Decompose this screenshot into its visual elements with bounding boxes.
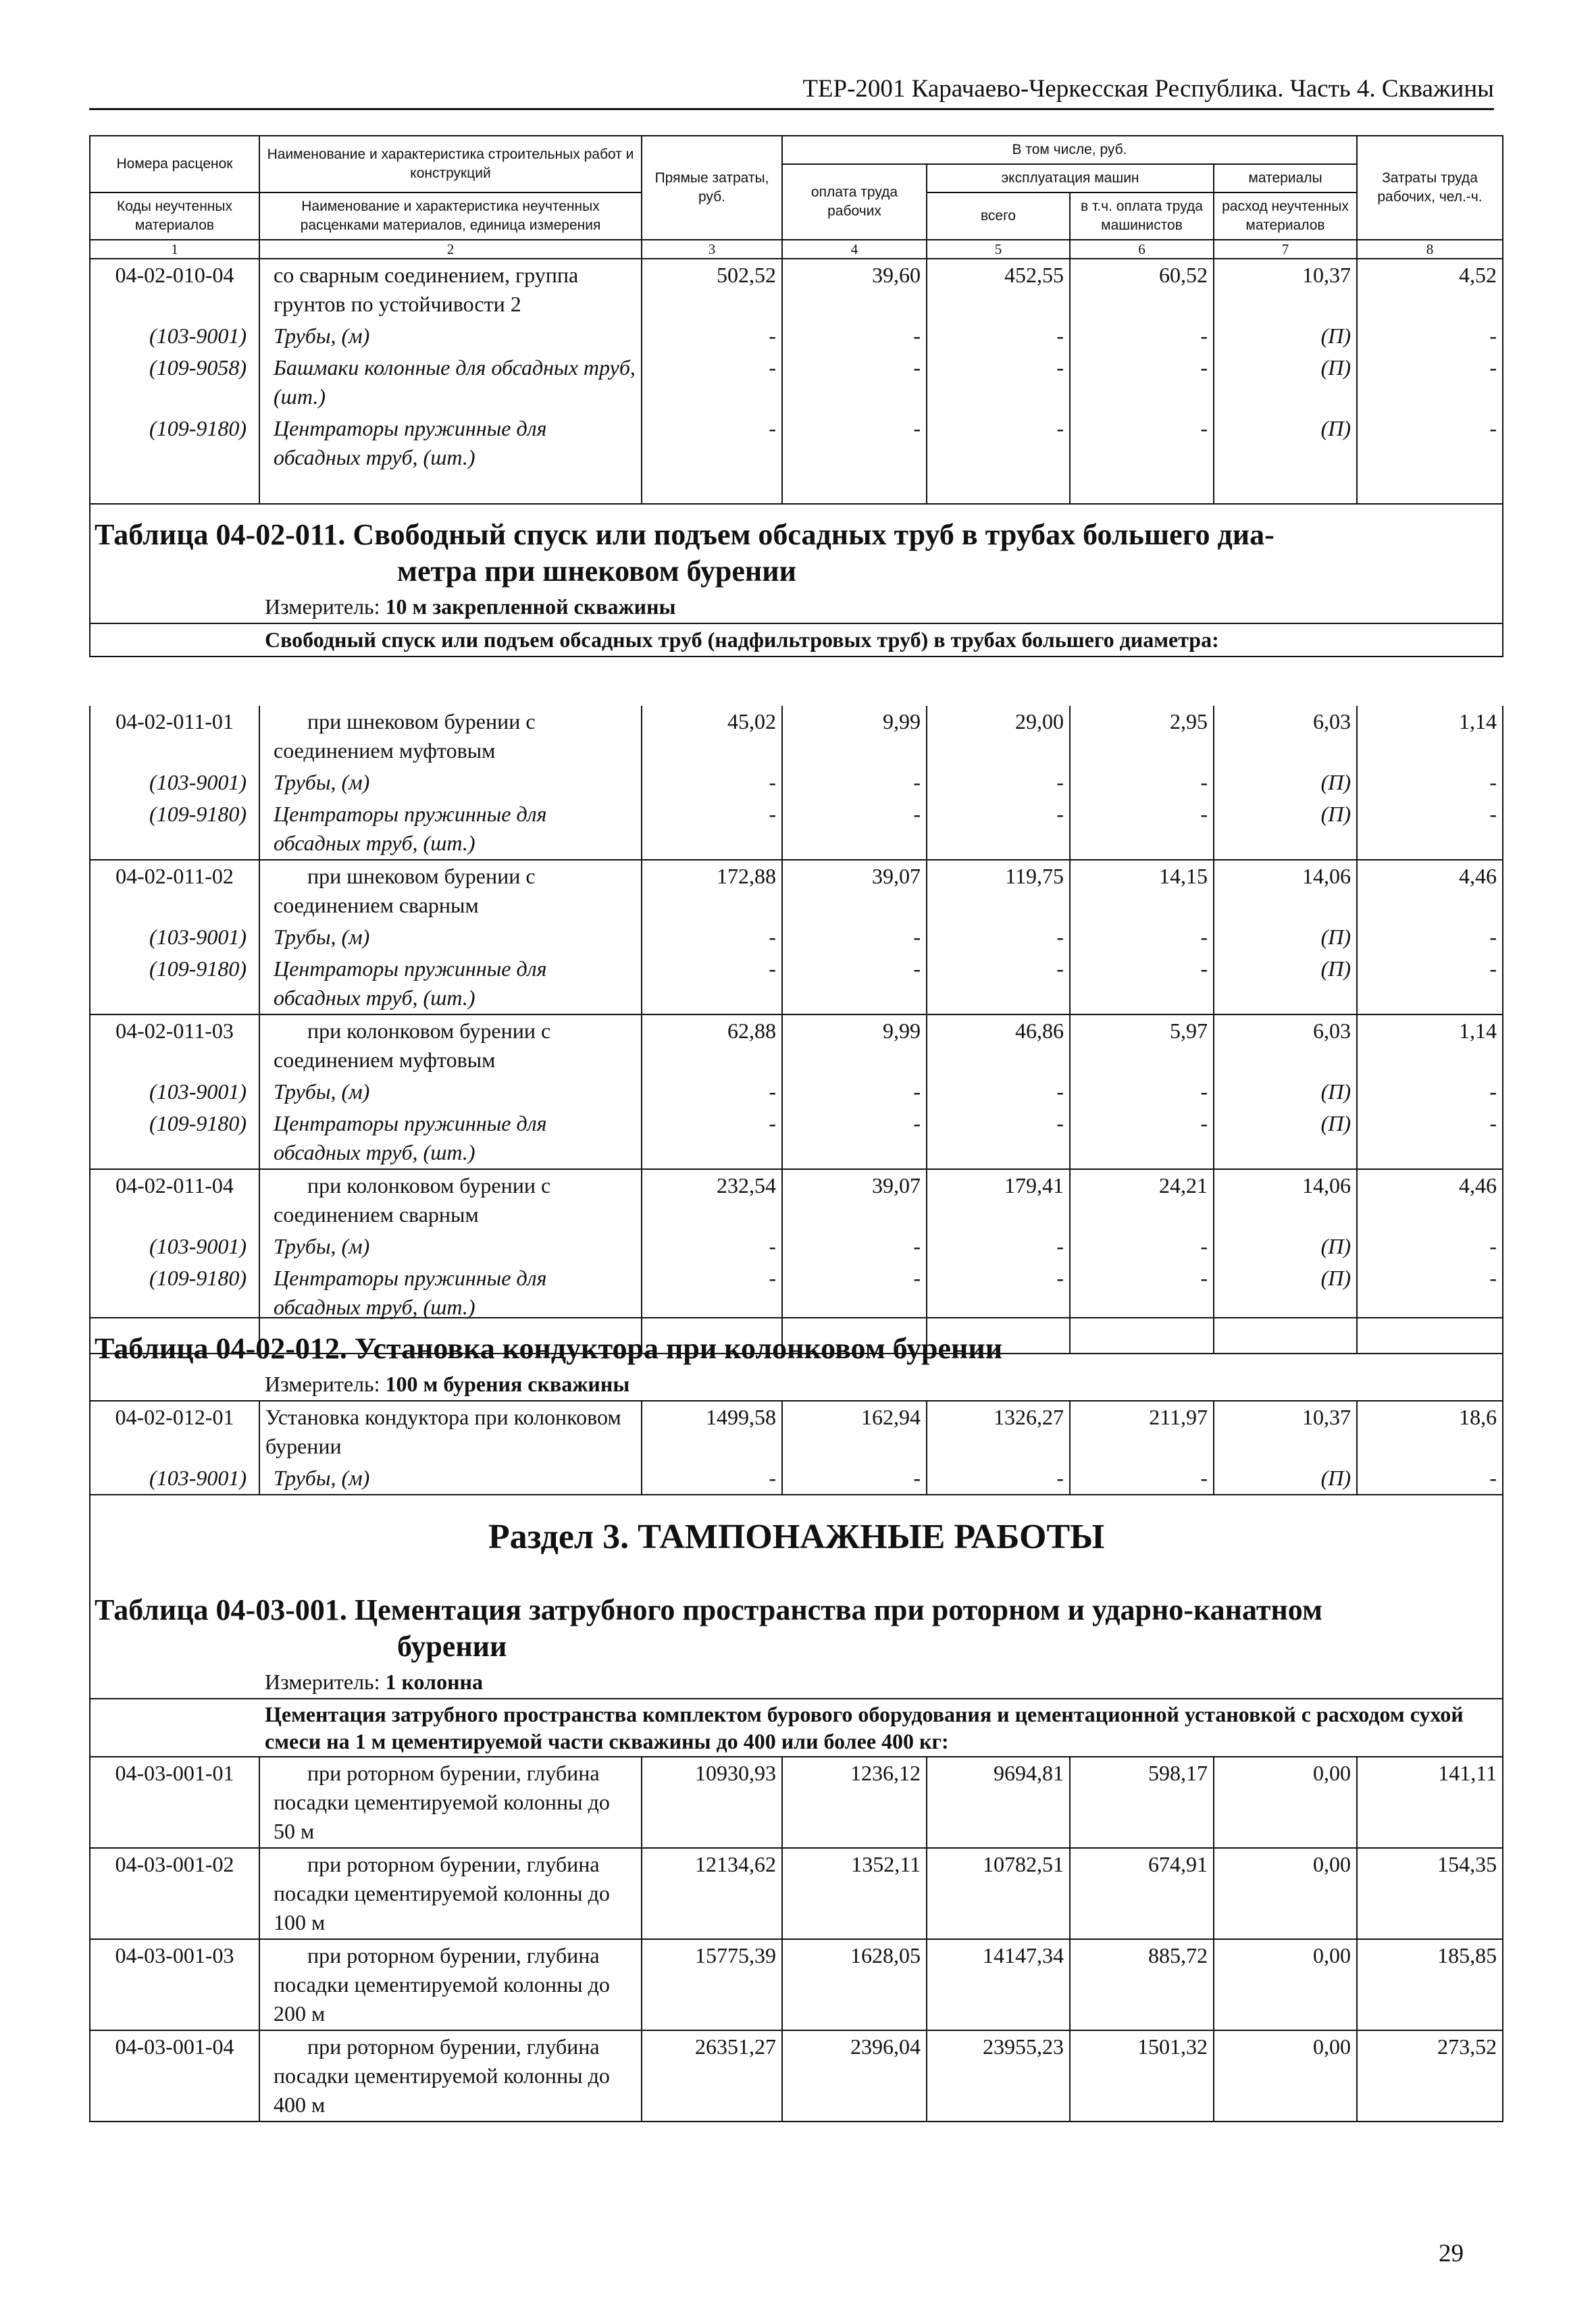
labor-hours: 4,52: [1357, 259, 1503, 320]
hdr-incl: В том числе, руб.: [782, 136, 1357, 164]
material-row: [90, 1108, 1503, 1169]
material-name: Трубы, (м): [259, 767, 642, 798]
rates-table-012: [89, 1317, 1503, 2122]
subheader-text: Цементация затрубного пространства комплектом бурового оборудования и цементационной установкой с расходом сухой смеси на 1 м цементируемой части скважины до 400 или более 400 кг:: [90, 1699, 1503, 1757]
cell: -: [1070, 352, 1214, 413]
machines-total: 452,55: [927, 259, 1070, 320]
material-name: Центраторы пружинные для обсадных труб, (шт.): [259, 1108, 642, 1169]
cell: -: [642, 1231, 782, 1262]
cell: -: [1070, 1231, 1214, 1262]
labor-hours: 273,52: [1357, 2030, 1503, 2122]
material-name: Трубы, (м): [259, 1076, 642, 1108]
cell: -: [642, 413, 782, 473]
table-title-301-line1: Таблица 04-03-001. Цементация затрубного пространства при роторном и ударно-канатном: [95, 1593, 1322, 1626]
machinist-pay: 14,15: [1070, 860, 1214, 921]
cell: (П): [1214, 320, 1357, 352]
cell: -: [1357, 1231, 1503, 1262]
cell: -: [782, 798, 927, 860]
cell: (П): [1214, 1076, 1357, 1108]
table-row: [90, 2030, 1503, 2122]
machines-total: 1326,27: [927, 1401, 1070, 1462]
labor-cost: 39,07: [782, 1169, 927, 1231]
cell: -: [1070, 767, 1214, 798]
cell: -: [782, 1108, 927, 1169]
table-row: [90, 1757, 1503, 1848]
cell: -: [642, 953, 782, 1014]
cell: -: [782, 1231, 927, 1262]
materials: 10,37: [1214, 259, 1357, 320]
block-spacer: [90, 473, 1503, 504]
cell: (П): [1214, 413, 1357, 473]
cell: -: [1357, 921, 1503, 953]
cell: -: [642, 921, 782, 953]
hdr-col7: расход неучтенных материалов: [1214, 192, 1357, 240]
material-row: [90, 1231, 1503, 1262]
rate-name: при шнековом бурении с соединением муфтовым: [259, 706, 642, 767]
machinist-pay: 2,95: [1070, 706, 1214, 767]
table-row: [90, 860, 1503, 921]
measure-row: [90, 591, 1503, 623]
direct-cost: 172,88: [642, 860, 782, 921]
cell: -: [1357, 413, 1503, 473]
measure-row: [90, 1368, 1503, 1401]
direct-cost: 1499,58: [642, 1401, 782, 1462]
cell: -: [642, 798, 782, 860]
hdr-materials: материалы: [1214, 164, 1357, 192]
labor-cost: 1236,12: [782, 1757, 927, 1848]
material-row: [90, 413, 1503, 473]
cell: (П): [1214, 921, 1357, 953]
material-name: Трубы, (м): [259, 921, 642, 953]
cell: -: [927, 413, 1070, 473]
direct-cost: 232,54: [642, 1169, 782, 1231]
table-row: [90, 1939, 1503, 2030]
material-name: Центраторы пружинные для обсадных труб, (шт.): [259, 953, 642, 1014]
cell: (П): [1214, 352, 1357, 413]
labor-cost: 162,94: [782, 1401, 927, 1462]
material-code: (109-9180): [90, 413, 259, 473]
rate-name: при роторном бурении, глубина посадки цементируемой колонны до 400 м: [259, 2030, 642, 2122]
material-name: Центраторы пружинные для обсадных труб, (шт.): [259, 1262, 642, 1323]
rate-name: при роторном бурении, глубина посадки цементируемой колонны до 200 м: [259, 1939, 642, 2030]
table-title-011: [90, 504, 1503, 591]
col-num-1: 1: [90, 240, 259, 259]
hdr-col1-top: Номера расценок: [90, 136, 259, 192]
labor-hours: 141,11: [1357, 1757, 1503, 1848]
cell: -: [1357, 1108, 1503, 1169]
direct-cost: 15775,39: [642, 1939, 782, 2030]
table-row: [90, 1401, 1503, 1462]
direct-cost: 26351,27: [642, 2030, 782, 2122]
cell: -: [1357, 1076, 1503, 1108]
hdr-col6: в т.ч. оплата труда машинистов: [1070, 192, 1214, 240]
rate-code: 04-03-001-02: [90, 1848, 259, 1939]
measure-label: Измеритель:: [265, 594, 386, 619]
machinist-pay: 24,21: [1070, 1169, 1214, 1231]
cell: -: [782, 352, 927, 413]
rate-name: при шнековом бурении с соединением сварным: [259, 860, 642, 921]
labor-cost: 2396,04: [782, 2030, 927, 2122]
material-code: (109-9180): [90, 1262, 259, 1323]
labor-cost: 39,60: [782, 259, 927, 320]
cell: -: [1070, 413, 1214, 473]
direct-cost: 12134,62: [642, 1848, 782, 1939]
material-row: [90, 921, 1503, 953]
header-row-1: [90, 136, 1503, 164]
col-num-6: 6: [1070, 240, 1214, 259]
cell: (П): [1214, 1462, 1357, 1495]
table-title-301: [90, 1592, 1503, 1666]
cell: -: [782, 1076, 927, 1108]
labor-cost: 1352,11: [782, 1848, 927, 1939]
rate-code: 04-02-011-04: [90, 1169, 259, 1231]
cell: -: [1357, 320, 1503, 352]
cell: -: [782, 1262, 927, 1323]
cell: -: [782, 953, 927, 1014]
col-num-4: 4: [782, 240, 927, 259]
labor-cost: 1628,05: [782, 1939, 927, 2030]
hdr-machines: эксплуатация машин: [927, 164, 1214, 192]
subheader-row: [90, 623, 1503, 657]
header-numbers-row: [90, 240, 1503, 259]
cell: -: [1070, 1462, 1214, 1495]
rate-code: 04-03-001-01: [90, 1757, 259, 1848]
measure-value: 1 колонна: [385, 1670, 483, 1694]
material-row: [90, 798, 1503, 860]
cell: -: [927, 1076, 1070, 1108]
labor-hours: 1,14: [1357, 706, 1503, 767]
cell: -: [642, 1462, 782, 1495]
cell: -: [1070, 1262, 1214, 1323]
table-row: [90, 1848, 1503, 1939]
hdr-col8: Затраты труда рабочих, чел.-ч.: [1357, 136, 1503, 240]
hdr-col1-bottom: Коды неучтенных материалов: [90, 192, 259, 240]
machines-total: 119,75: [927, 860, 1070, 921]
cell: -: [782, 921, 927, 953]
materials: 0,00: [1214, 1848, 1357, 1939]
machines-total: 10782,51: [927, 1848, 1070, 1939]
section-row: [90, 1495, 1503, 1592]
materials: 0,00: [1214, 1939, 1357, 2030]
measure-label: Измеритель:: [265, 1372, 386, 1396]
cell: -: [927, 1231, 1070, 1262]
labor-hours: 185,85: [1357, 1939, 1503, 2030]
cell: -: [1357, 1262, 1503, 1323]
measure-row: [90, 1666, 1503, 1699]
material-code: (109-9180): [90, 798, 259, 860]
machinist-pay: 60,52: [1070, 259, 1214, 320]
direct-cost: 45,02: [642, 706, 782, 767]
material-name: Трубы, (м): [259, 320, 642, 352]
measure-value: 100 м бурения скважины: [385, 1372, 630, 1396]
table-title-012: [90, 1318, 1503, 1368]
materials: 10,37: [1214, 1401, 1357, 1462]
cell: -: [927, 798, 1070, 860]
cell: -: [642, 1076, 782, 1108]
cell: -: [782, 413, 927, 473]
col-num-8: 8: [1357, 240, 1503, 259]
material-name: Центраторы пружинные для обсадных труб, (шт.): [259, 413, 642, 473]
labor-hours: 18,6: [1357, 1401, 1503, 1462]
machines-total: 179,41: [927, 1169, 1070, 1231]
cell: -: [1357, 767, 1503, 798]
labor-cost: 39,07: [782, 860, 927, 921]
cell: -: [1357, 798, 1503, 860]
rate-name: при роторном бурении, глубина посадки цементируемой колонны до 100 м: [259, 1848, 642, 1939]
cell: (П): [1214, 1108, 1357, 1169]
cell: (П): [1214, 1262, 1357, 1323]
measure-value: 10 м закрепленной скважины: [385, 594, 676, 619]
material-code: (103-9001): [90, 320, 259, 352]
page-header: [89, 74, 1494, 110]
material-code: (103-9001): [90, 767, 259, 798]
rate-code: 04-03-001-03: [90, 1939, 259, 2030]
section-title: Раздел 3. ТАМПОНАЖНЫЕ РАБОТЫ: [90, 1495, 1503, 1592]
rate-name: при колонковом бурении с соединением муфтовым: [259, 1014, 642, 1076]
hdr-col4: оплата труда рабочих: [782, 164, 927, 240]
cell: -: [1070, 1108, 1214, 1169]
cell: -: [642, 320, 782, 352]
table-title-012-text: Таблица 04-02-012. Установка кондуктора при колонковом бурении: [90, 1318, 1503, 1368]
col-num-2: 2: [259, 240, 642, 259]
direct-cost: 62,88: [642, 1014, 782, 1076]
labor-hours: 1,14: [1357, 1014, 1503, 1076]
machines-total: 29,00: [927, 706, 1070, 767]
subheader-row: [90, 1699, 1503, 1757]
cell: -: [1070, 953, 1214, 1014]
rates-table-011-body: [89, 706, 1503, 1354]
material-code: (109-9058): [90, 352, 259, 413]
machinist-pay: 211,97: [1070, 1401, 1214, 1462]
cell: -: [782, 767, 927, 798]
material-code: (103-9001): [90, 1231, 259, 1262]
material-code: (103-9001): [90, 1462, 259, 1495]
cell: -: [642, 1108, 782, 1169]
machines-total: 23955,23: [927, 2030, 1070, 2122]
cell: -: [1357, 1462, 1503, 1495]
material-code: (109-9180): [90, 1108, 259, 1169]
cell: -: [927, 1462, 1070, 1495]
materials: 6,03: [1214, 1014, 1357, 1076]
cell: -: [642, 352, 782, 413]
cell: -: [1357, 352, 1503, 413]
hdr-col2-bottom: Наименование и характеристика неучтенных расценками материалов, единица измерения: [259, 192, 642, 240]
subheader-text: Свободный спуск или подъем обсадных труб (надфильтровых труб) в трубах большего диаметра:: [90, 623, 1503, 657]
material-row: [90, 1462, 1503, 1495]
page-header-title: ТЕР-2001 Карачаево-Черкесская Республика. Часть 4. Скважины: [802, 75, 1494, 103]
material-code: (103-9001): [90, 921, 259, 953]
material-row: [90, 352, 1503, 413]
rate-name: Установка кондуктора при колонковом бурении: [259, 1401, 642, 1462]
col-num-3: 3: [642, 240, 782, 259]
rate-name: при роторном бурении, глубина посадки цементируемой колонны до 50 м: [259, 1757, 642, 1848]
rate-code: 04-02-012-01: [90, 1401, 259, 1462]
page-number: 29: [1439, 2240, 1464, 2267]
cell: -: [927, 953, 1070, 1014]
cell: -: [1070, 1076, 1214, 1108]
table-title-301-line2: бурении: [397, 1630, 507, 1663]
direct-cost: 502,52: [642, 259, 782, 320]
cell: -: [927, 1262, 1070, 1323]
materials: 6,03: [1214, 706, 1357, 767]
rate-code: 04-02-011-02: [90, 860, 259, 921]
cell: -: [1357, 953, 1503, 1014]
material-row: [90, 767, 1503, 798]
cell: -: [927, 320, 1070, 352]
rate-code: 04-03-001-04: [90, 2030, 259, 2122]
material-name: Трубы, (м): [259, 1462, 642, 1495]
material-name: Башмаки колонные для обсадных труб, (шт.): [259, 352, 642, 413]
labor-hours: 4,46: [1357, 860, 1503, 921]
labor-cost: 9,99: [782, 706, 927, 767]
machinist-pay: 598,17: [1070, 1757, 1214, 1848]
cell: -: [927, 921, 1070, 953]
measure-label: Измеритель:: [265, 1670, 386, 1694]
material-name: Центраторы пружинные для обсадных труб, (шт.): [259, 798, 642, 860]
labor-hours: 4,46: [1357, 1169, 1503, 1231]
cell: -: [642, 1262, 782, 1323]
material-name: Трубы, (м): [259, 1231, 642, 1262]
cell: -: [1070, 320, 1214, 352]
table-row: [90, 1014, 1503, 1076]
table-row: [90, 259, 1503, 320]
rate-name: со сварным соединением, группа грунтов по устойчивости 2: [259, 259, 642, 320]
cell: -: [642, 767, 782, 798]
cell: (П): [1214, 953, 1357, 1014]
material-row: [90, 1262, 1503, 1323]
col-num-7: 7: [1214, 240, 1357, 259]
hdr-col3: Прямые затраты, руб.: [642, 136, 782, 240]
hdr-col5: всего: [927, 192, 1070, 240]
rate-code: 04-02-010-04: [90, 259, 259, 320]
machines-total: 14147,34: [927, 1939, 1070, 2030]
rate-code: 04-02-011-01: [90, 706, 259, 767]
hdr-col2-top: Наименование и характеристика строительных работ и конструкций: [259, 136, 642, 192]
materials: 14,06: [1214, 1169, 1357, 1231]
cell: -: [927, 352, 1070, 413]
cell: -: [1070, 921, 1214, 953]
col-num-5: 5: [927, 240, 1070, 259]
labor-cost: 9,99: [782, 1014, 927, 1076]
cell: (П): [1214, 1231, 1357, 1262]
material-row: [90, 1076, 1503, 1108]
table-row: [90, 1169, 1503, 1231]
table-title-011-line1: Таблица 04-02-011. Свободный спуск или подъем обсадных труб в трубах большего диа-: [95, 518, 1275, 551]
cell: -: [927, 1108, 1070, 1169]
cell: -: [782, 1462, 927, 1495]
rate-code: 04-02-011-03: [90, 1014, 259, 1076]
materials: 0,00: [1214, 2030, 1357, 2122]
cell: -: [1070, 798, 1214, 860]
machinist-pay: 674,91: [1070, 1848, 1214, 1939]
labor-hours: 154,35: [1357, 1848, 1503, 1939]
machinist-pay: 1501,32: [1070, 2030, 1214, 2122]
cell: -: [782, 320, 927, 352]
rate-name: при колонковом бурении с соединением сварным: [259, 1169, 642, 1231]
rates-table: [89, 135, 1503, 657]
direct-cost: 10930,93: [642, 1757, 782, 1848]
machines-total: 9694,81: [927, 1757, 1070, 1848]
machinist-pay: 885,72: [1070, 1939, 1214, 2030]
material-row: [90, 953, 1503, 1014]
cell: (П): [1214, 767, 1357, 798]
material-code: (109-9180): [90, 953, 259, 1014]
table-title-011-line2: метра при шнековом бурении: [397, 555, 796, 588]
cell: -: [927, 767, 1070, 798]
machinist-pay: 5,97: [1070, 1014, 1214, 1076]
materials: 0,00: [1214, 1757, 1357, 1848]
table-row: [90, 706, 1503, 767]
material-code: (103-9001): [90, 1076, 259, 1108]
materials: 14,06: [1214, 860, 1357, 921]
machines-total: 46,86: [927, 1014, 1070, 1076]
cell: (П): [1214, 798, 1357, 860]
material-row: [90, 320, 1503, 352]
